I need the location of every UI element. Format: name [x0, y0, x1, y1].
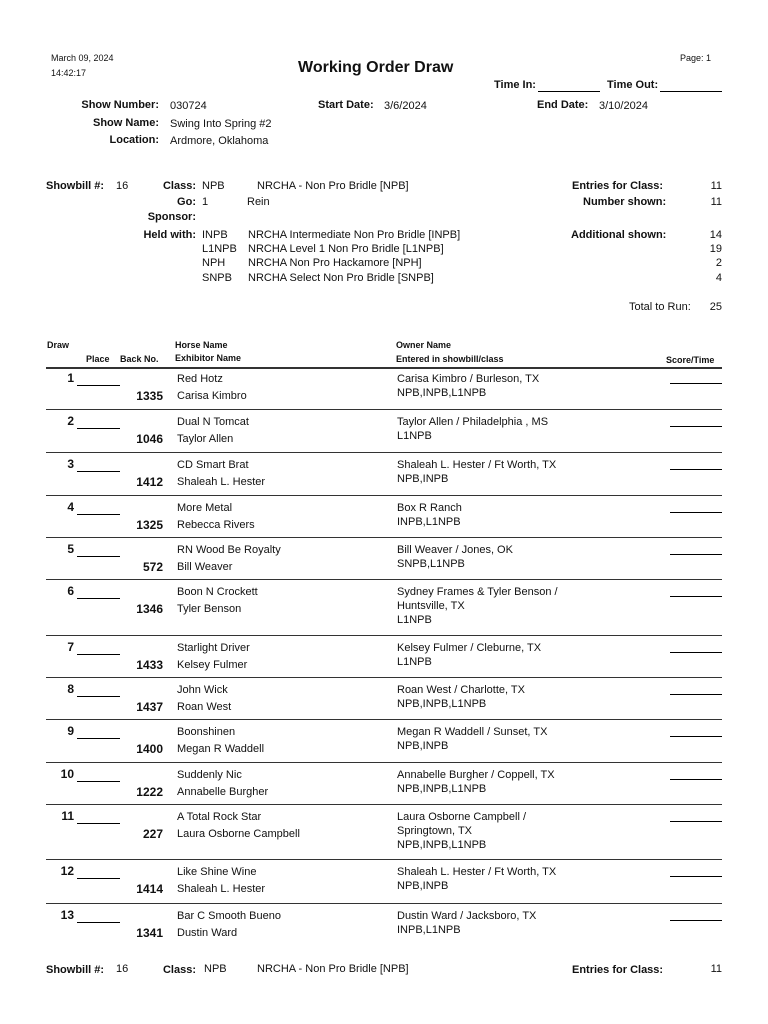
class-name: NRCHA - Non Pro Bridle [NPB]: [257, 180, 409, 192]
horse-name: More Metal: [177, 502, 233, 514]
owner-line: Carisa Kimbro / Burleson, TX: [397, 373, 540, 385]
col-entered: Entered in showbill/class: [396, 354, 504, 364]
exhibitor-name: Laura Osborne Campbell: [177, 828, 300, 840]
end-date-label: End Date:: [537, 99, 589, 111]
print-time: 14:42:17: [51, 68, 87, 78]
row-divider: [46, 719, 722, 720]
place-input[interactable]: [77, 878, 120, 879]
draw-number: 11: [61, 809, 74, 823]
col-draw: Draw: [47, 340, 70, 350]
footer-showbill: 16: [116, 963, 129, 975]
class-label: Class:: [162, 180, 196, 192]
owner-line: NPB,INPB,L1NPB: [397, 698, 487, 710]
page-title: Working Order Draw: [298, 59, 454, 76]
row-divider: [46, 579, 722, 580]
entries-label: Entries for Class:: [572, 180, 664, 192]
go-label: Go:: [177, 196, 196, 208]
horse-name: RN Wood Be Royalty: [177, 544, 281, 556]
footer-class-code: NPB: [204, 963, 227, 975]
score-input[interactable]: [670, 821, 722, 822]
owner-line: NPB,INPB: [397, 473, 449, 485]
held-with-code: L1NPB: [202, 243, 237, 255]
held-with-name: NRCHA Intermediate Non Pro Bridle [INPB]: [248, 229, 461, 241]
owner-line: SNPB,L1NPB: [397, 558, 465, 570]
horse-name: Suddenly Nic: [177, 769, 242, 781]
start-date-label: Start Date:: [318, 99, 374, 111]
print-date: March 09, 2024: [51, 53, 114, 63]
location: Ardmore, Oklahoma: [170, 135, 269, 147]
exhibitor-name: Dustin Ward: [177, 927, 238, 939]
owner-line: Roan West / Charlotte, TX: [397, 684, 525, 696]
footer-entries: 11: [710, 963, 722, 975]
header-divider: [46, 367, 722, 369]
draw-number: 8: [67, 682, 74, 696]
row-divider: [46, 495, 722, 496]
held-with-code: INPB: [202, 229, 228, 241]
owner-line: Annabelle Burgher / Coppell, TX: [397, 769, 555, 781]
row-divider: [46, 677, 722, 678]
back-number: 1412: [136, 475, 163, 489]
start-date: 3/6/2024: [384, 100, 427, 112]
showbill-label: Showbill #:: [46, 180, 105, 192]
owner-line: Megan R Waddell / Sunset, TX: [397, 726, 548, 738]
additional-count: 19: [709, 243, 722, 255]
back-number: 1341: [136, 926, 163, 940]
exhibitor-name: Shaleah L. Hester: [177, 883, 266, 895]
time-in-label: Time In:: [494, 79, 536, 91]
sponsor-label: Sponsor:: [147, 211, 196, 223]
back-number: 1346: [136, 602, 163, 616]
page-number: Page: 1: [680, 53, 712, 63]
score-input[interactable]: [670, 383, 722, 384]
horse-name: Red Hotz: [177, 373, 223, 385]
back-number: 1222: [136, 785, 163, 799]
class-code: NPB: [202, 180, 225, 192]
place-input[interactable]: [77, 385, 120, 386]
score-input[interactable]: [670, 694, 722, 695]
owner-line: Bill Weaver / Jones, OK: [397, 544, 513, 556]
exhibitor-name: Shaleah L. Hester: [177, 476, 266, 488]
place-input[interactable]: [77, 738, 120, 739]
exhibitor-name: Taylor Allen: [177, 433, 234, 445]
additional-count: 2: [715, 257, 722, 269]
score-input[interactable]: [670, 779, 722, 780]
show-name-label: Show Name:: [92, 117, 159, 129]
row-divider: [46, 859, 722, 860]
back-number: 1437: [136, 700, 163, 714]
back-number: 227: [142, 827, 163, 841]
footer-entries-label: Entries for Class:: [572, 964, 664, 976]
back-number: 572: [142, 560, 163, 574]
score-input[interactable]: [670, 512, 722, 513]
exhibitor-name: Rebecca Rivers: [177, 519, 255, 531]
back-number: 1325: [136, 518, 163, 532]
owner-line: Laura Osborne Campbell /: [397, 811, 527, 823]
exhibitor-name: Annabelle Burgher: [177, 786, 269, 798]
exhibitor-name: Megan R Waddell: [177, 743, 265, 755]
held-with-label: Held with:: [143, 229, 196, 241]
place-input[interactable]: [77, 428, 120, 429]
row-divider: [46, 409, 722, 410]
row-divider: [46, 804, 722, 805]
location-label: Location:: [109, 134, 159, 146]
place-input[interactable]: [77, 598, 120, 599]
back-number: 1433: [136, 658, 163, 672]
back-number: 1400: [136, 742, 163, 756]
total-to-run: 25: [709, 301, 722, 313]
owner-line: INPB,L1NPB: [397, 516, 461, 528]
footer-class-label: Class:: [162, 964, 196, 976]
showbill-number: 16: [116, 180, 129, 192]
col-place: Place: [86, 354, 110, 364]
end-date: 3/10/2024: [599, 100, 648, 112]
draw-number: 6: [67, 584, 74, 598]
score-input[interactable]: [670, 736, 722, 737]
show-number: 030724: [170, 100, 207, 112]
owner-line: Kelsey Fulmer / Cleburne, TX: [397, 642, 542, 654]
place-input[interactable]: [77, 922, 120, 923]
place-input[interactable]: [77, 514, 120, 515]
time-in-blank: [538, 91, 600, 92]
col-horse: Horse Name: [175, 340, 228, 350]
owner-line: NPB,INPB,L1NPB: [397, 839, 487, 851]
owner-line: Box R Ranch: [397, 502, 462, 514]
score-input[interactable]: [670, 426, 722, 427]
owner-line: L1NPB: [397, 656, 432, 668]
draw-number: 2: [67, 414, 74, 428]
place-input[interactable]: [77, 654, 120, 655]
place-input[interactable]: [77, 696, 120, 697]
owner-line: INPB,L1NPB: [397, 924, 461, 936]
number-shown: 11: [710, 196, 722, 208]
place-input[interactable]: [77, 781, 120, 782]
held-with-name: NRCHA Non Pro Hackamore [NPH]: [248, 257, 422, 269]
score-input[interactable]: [670, 596, 722, 597]
col-owner: Owner Name: [396, 340, 452, 350]
row-divider: [46, 903, 722, 904]
row-divider: [46, 452, 722, 453]
owner-line: Springtown, TX: [397, 825, 473, 837]
score-input[interactable]: [670, 920, 722, 921]
held-with-code: SNPB: [202, 272, 232, 284]
show-name: Swing Into Spring #2: [170, 118, 272, 130]
entries-count: 11: [710, 180, 722, 192]
place-input[interactable]: [77, 823, 120, 824]
draw-number: 9: [67, 724, 74, 738]
score-input[interactable]: [670, 652, 722, 653]
total-to-run-label: Total to Run:: [629, 301, 691, 313]
col-back-no: Back No.: [120, 354, 159, 364]
owner-line: NPB,INPB,L1NPB: [397, 783, 487, 795]
score-input[interactable]: [670, 554, 722, 555]
owner-line: NPB,INPB,L1NPB: [397, 387, 487, 399]
draw-number: 4: [67, 500, 74, 514]
footer-showbill-label: Showbill #:: [46, 964, 105, 976]
held-with-name: NRCHA Level 1 Non Pro Bridle [L1NPB]: [248, 243, 444, 255]
place-input[interactable]: [77, 556, 120, 557]
go-type: Rein: [247, 196, 270, 208]
row-divider: [46, 762, 722, 763]
back-number: 1335: [136, 389, 163, 403]
exhibitor-name: Carisa Kimbro: [177, 390, 247, 402]
draw-number: 5: [67, 542, 74, 556]
exhibitor-name: Tyler Benson: [177, 603, 242, 615]
owner-line: Sydney Frames & Tyler Benson /: [397, 586, 558, 598]
horse-name: CD Smart Brat: [177, 459, 249, 471]
held-with-name: NRCHA Select Non Pro Bridle [SNPB]: [248, 272, 434, 284]
draw-number: 12: [60, 864, 74, 878]
horse-name: A Total Rock Star: [177, 811, 262, 823]
horse-name: Dual N Tomcat: [177, 416, 249, 428]
col-exhibitor: Exhibitor Name: [175, 353, 242, 363]
place-input[interactable]: [77, 471, 120, 472]
owner-line: Taylor Allen / Philadelphia , MS: [397, 416, 549, 428]
horse-name: Bar C Smooth Bueno: [177, 910, 281, 922]
owner-line: Shaleah L. Hester / Ft Worth, TX: [397, 459, 557, 471]
time-out-blank: [660, 91, 722, 92]
time-out-label: Time Out:: [607, 79, 659, 91]
draw-number: 1: [67, 371, 74, 385]
horse-name: Starlight Driver: [177, 642, 250, 654]
show-number-label: Show Number:: [81, 99, 159, 111]
go-number: 1: [202, 196, 209, 208]
exhibitor-name: Roan West: [177, 701, 232, 713]
exhibitor-name: Kelsey Fulmer: [177, 659, 248, 671]
horse-name: Like Shine Wine: [177, 866, 257, 878]
owner-line: L1NPB: [397, 430, 432, 442]
row-divider: [46, 537, 722, 538]
owner-line: Huntsville, TX: [397, 600, 465, 612]
draw-number: 13: [60, 908, 74, 922]
additional-count: 14: [709, 229, 722, 241]
draw-number: 3: [67, 457, 74, 471]
owner-line: NPB,INPB: [397, 880, 449, 892]
back-number: 1046: [136, 432, 163, 446]
footer-class-name: NRCHA - Non Pro Bridle [NPB]: [257, 963, 409, 975]
draw-number: 7: [67, 640, 74, 654]
exhibitor-name: Bill Weaver: [177, 561, 233, 573]
horse-name: Boon N Crockett: [177, 586, 258, 598]
owner-line: Dustin Ward / Jacksboro, TX: [397, 910, 537, 922]
back-number: 1414: [136, 882, 163, 896]
owner-line: Shaleah L. Hester / Ft Worth, TX: [397, 866, 557, 878]
score-input[interactable]: [670, 876, 722, 877]
owner-line: NPB,INPB: [397, 740, 449, 752]
held-with-code: NPH: [202, 257, 226, 269]
score-input[interactable]: [670, 469, 722, 470]
draw-number: 10: [60, 767, 74, 781]
owner-line: L1NPB: [397, 614, 432, 626]
horse-name: Boonshinen: [177, 726, 236, 738]
additional-count: 4: [715, 272, 722, 284]
horse-name: John Wick: [177, 684, 228, 696]
col-score: Score/Time: [666, 355, 715, 365]
additional-shown-label: Additional shown:: [571, 229, 667, 241]
row-divider: [46, 635, 722, 636]
number-shown-label: Number shown:: [583, 196, 667, 208]
